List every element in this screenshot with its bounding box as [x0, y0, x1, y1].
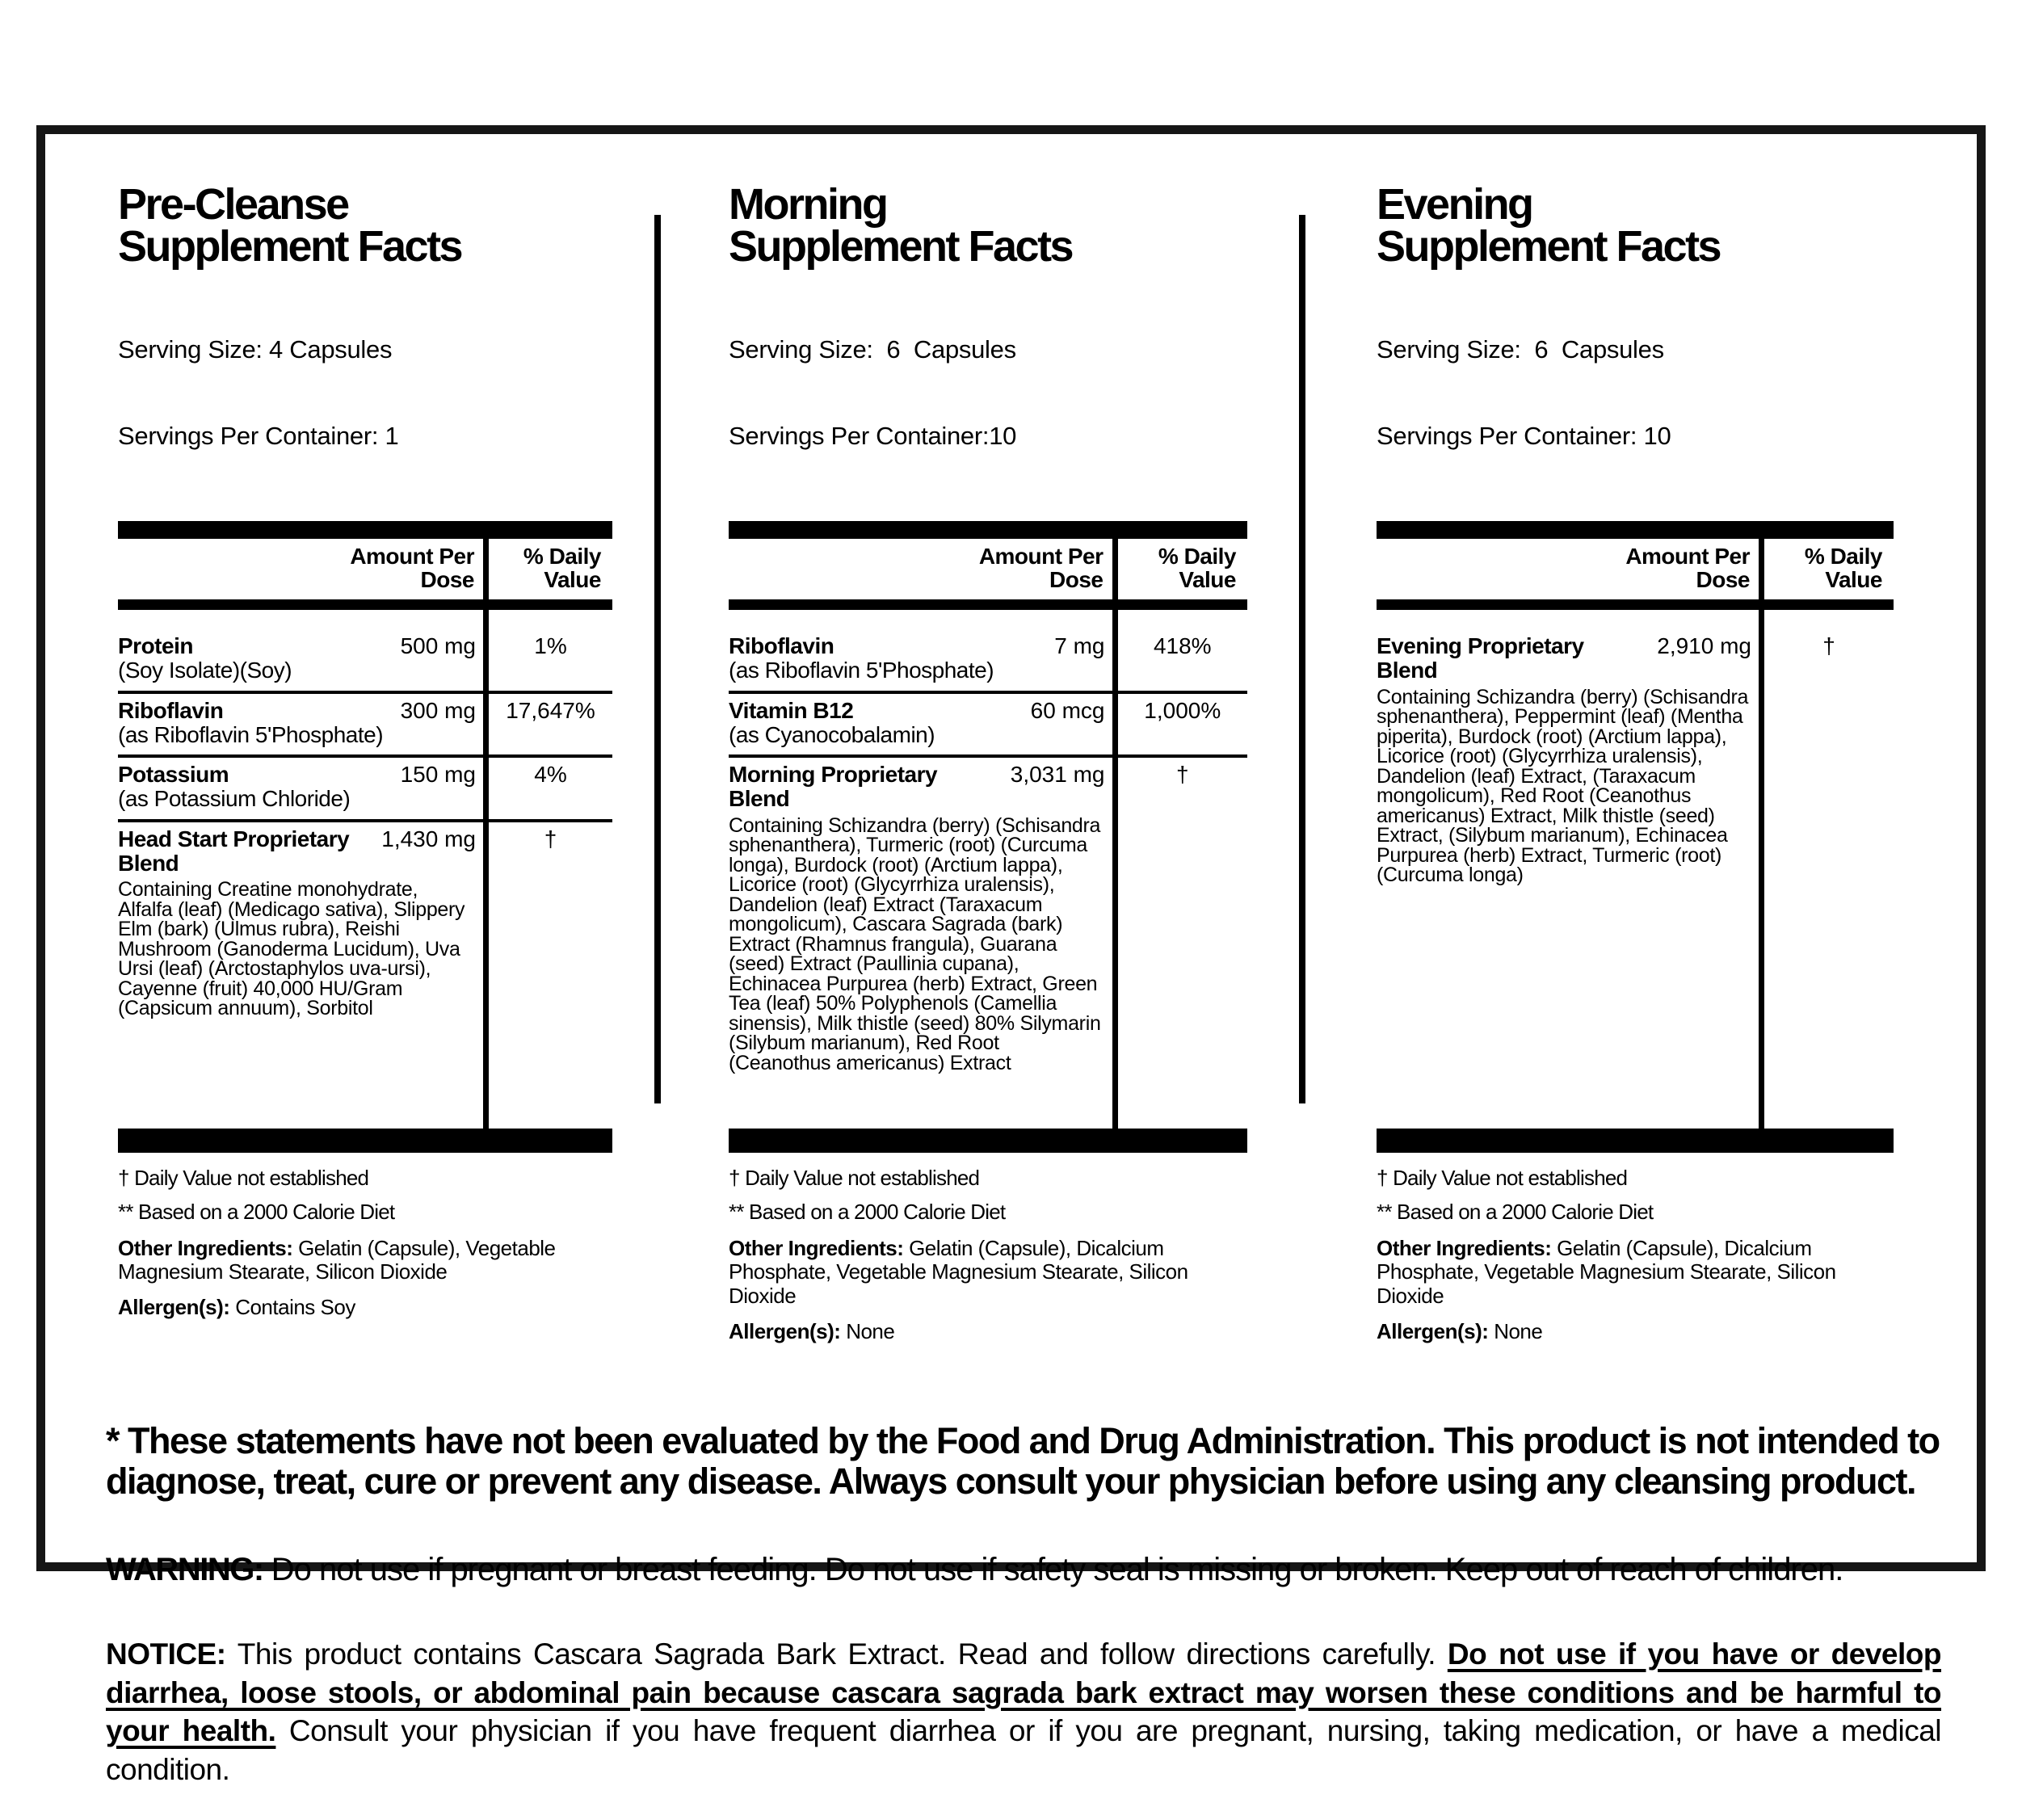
header-amount-cell	[729, 544, 1118, 592]
footnote-daily-value: † Daily Value not established	[1377, 1165, 1628, 1190]
header-daily-value-label: % Daily Value	[523, 543, 601, 593]
allergens-text: None	[840, 1318, 895, 1343]
facts-table	[729, 521, 1247, 1153]
row-main-cell	[729, 699, 1118, 747]
daily-value: 1%	[534, 633, 567, 659]
daily-value: †	[1822, 633, 1835, 659]
allergens	[1377, 1319, 1894, 1344]
other-ingredients	[118, 1237, 612, 1284]
panel-pre-cleanse	[118, 180, 612, 1344]
ingredient-name: Potassium	[118, 762, 229, 788]
ingredient-name: Protein	[118, 633, 193, 659]
serving-size: Serving Size: 6 Capsules	[1377, 334, 1664, 364]
allergens	[729, 1319, 1247, 1344]
ingredient-name: Riboflavin	[729, 633, 834, 659]
blend-description: Containing Schizandra (berry) (Schisandra sphenanthera), Peppermint (leaf) (Mentha piperita), Burdock (root) (Arctium lappa), Licorice (root) (Glycyrrhiza uralensis), Dandelion (leaf) Extract, (Taraxacum mongolicum), Red Root (Ceanothus americanus) Extract, Milk thistle (seed) Extract, (Silybum marianum), Echinacea Purpurea (herb) Extract, Turmeric (root) (Curcuma longa)	[1377, 685, 1749, 887]
servings-per-container: Servings Per Container: 1	[118, 421, 399, 450]
allergens	[118, 1295, 612, 1320]
ingredient-name: Vitamin B12	[729, 697, 854, 723]
table-header-bar	[118, 599, 612, 610]
panel-title-line1: Morning	[729, 180, 887, 229]
blend-name: Evening Proprietary Blend	[1377, 633, 1584, 683]
amount-value: 3,031 mg	[1010, 762, 1105, 788]
warning-statement	[106, 1552, 1941, 1588]
table-header-bar	[729, 599, 1247, 610]
serving-info	[1377, 278, 1894, 508]
allergens-label: Allergen(s):	[118, 1295, 230, 1320]
panel-divider	[1299, 215, 1305, 1103]
other-ingredients-text: Gelatin (Capsule), Vegetable Magnesium Stearate, Silicon Dioxide	[118, 1235, 556, 1284]
table-row-proprietary-blend	[118, 822, 612, 1026]
row-main-cell	[118, 763, 489, 811]
table-row	[729, 610, 1247, 693]
other-ingredients	[729, 1237, 1247, 1309]
servings-per-container: Servings Per Container: 10	[1377, 421, 1671, 450]
other-ingredients-text: Gelatin (Capsule), Dicalcium Phosphate, Vegetable Magnesium Stearate, Silicon Dioxide	[1377, 1235, 1836, 1309]
table-row	[729, 694, 1247, 758]
other-ingredients-label: Other Ingredients:	[118, 1235, 293, 1260]
panel-title	[118, 180, 612, 271]
amount-value: 150 mg	[400, 762, 476, 788]
header-amount-label: Amount Per Dose	[350, 543, 474, 593]
header-amount-cell	[118, 544, 489, 592]
notice-text-1: This product contains Cascara Sagrada Bark Extract. Read and follow directions carefully.	[225, 1637, 1448, 1671]
facts-table	[118, 521, 612, 1153]
amount-value: 300 mg	[400, 697, 476, 723]
panel-divider	[654, 215, 661, 1103]
other-ingredients-text: Gelatin (Capsule), Dicalcium Phosphate, Vegetable Magnesium Stearate, Silicon Dioxide	[729, 1235, 1188, 1309]
table-row	[118, 758, 612, 822]
serving-info	[729, 278, 1247, 508]
daily-value: 4%	[534, 762, 567, 788]
allergens-text: None	[1488, 1318, 1543, 1343]
warning-text: Do not use if pregnant or breast feeding. Do not use if safety seal is missing or broken. Keep out of reach of children.	[263, 1552, 1843, 1588]
other-ingredients	[1377, 1237, 1894, 1309]
footnotes	[1377, 1166, 1894, 1234]
blend-description: Containing Creatine monohydrate, Alfalfa (leaf) (Medicago sativa), Slippery Elm (bark) (Ulmus rubra), Reishi Mushroom (Ganoderma Lucidum), Uva Ursi (leaf) (Arctostaphylos uva-ursi), Cayenne (fruit) 40,000 HU/Gram (Capsicum annuum), Sorbitol	[118, 878, 465, 1019]
header-daily-value-label: % Daily Value	[1158, 543, 1236, 593]
row-main-cell	[118, 699, 489, 747]
table-top-bar	[1377, 521, 1894, 539]
table-header-bar	[1377, 599, 1894, 610]
ingredient-source: (Soy Isolate)(Soy)	[118, 658, 292, 683]
header-amount-label: Amount Per Dose	[1625, 543, 1750, 593]
daily-value: 17,647%	[506, 697, 595, 723]
amount-value: 60 mcg	[1030, 697, 1105, 723]
warning-label: WARNING:	[106, 1552, 263, 1588]
notice-statement	[106, 1635, 1941, 1788]
ingredient-source: (as Riboflavin 5'Phosphate)	[729, 658, 994, 683]
table-row	[118, 694, 612, 758]
blend-name: Head Start Proprietary Blend	[118, 826, 350, 876]
daily-value: 418%	[1153, 633, 1212, 659]
panel-morning	[729, 180, 1247, 1344]
row-main-cell	[118, 634, 489, 683]
notice-text-2: Consult your physician if you have frequent diarrhea or if you are pregnant, nursing, taking medication, or have a medical condition.	[106, 1714, 1942, 1786]
row-main-cell	[118, 827, 489, 1019]
ingredient-source: (as Potassium Chloride)	[118, 786, 351, 812]
table-bottom-bar	[118, 1129, 612, 1153]
facts-table	[1377, 521, 1894, 1153]
supplement-panels	[118, 180, 1949, 1344]
panel-title-line2: Supplement Facts	[118, 221, 462, 271]
daily-value: 1,000%	[1144, 697, 1221, 723]
label-border-frame	[36, 125, 1986, 1786]
allergens-label: Allergen(s):	[1377, 1318, 1489, 1343]
fda-disclaimer: * These statements have not been evaluated by the Food and Drug Administration. This product is not intended to diagnose, treat, cure or prevent any disease. Always consult your physician before using any cleansing product.	[106, 1419, 1940, 1503]
header-amount-cell	[1377, 544, 1764, 592]
footnotes	[118, 1166, 612, 1234]
footnote-daily-value: † Daily Value not established	[118, 1165, 369, 1190]
header-daily-value-label: % Daily Value	[1804, 543, 1882, 593]
amount-value: 2,910 mg	[1657, 633, 1751, 659]
blend-name: Morning Proprietary Blend	[729, 762, 938, 812]
ingredient-source: (as Riboflavin 5'Phosphate)	[118, 721, 384, 747]
panel-title-line1: Evening	[1377, 180, 1532, 229]
row-main-cell	[729, 634, 1118, 683]
allergens-text: Contains Soy	[229, 1295, 355, 1320]
serving-size: Serving Size: 4 Capsules	[118, 334, 393, 364]
table-top-bar	[729, 521, 1247, 539]
serving-size: Serving Size: 6 Capsules	[729, 334, 1016, 364]
table-header-row	[1377, 539, 1894, 599]
table-row-proprietary-blend	[729, 758, 1247, 1080]
servings-per-container: Servings Per Container:10	[729, 421, 1017, 450]
panel-title	[1377, 180, 1894, 271]
amount-value: 1,430 mg	[381, 826, 476, 851]
table-header-row	[118, 539, 612, 599]
amount-value: 7 mg	[1054, 633, 1105, 659]
blend-description: Containing Schizandra (berry) (Schisandra sphenanthera), Turmeric (root) (Curcuma longa), Burdock (root) (Arctium lappa), Licorice (root) (Glycyrrhiza uralensis), Dandelion (leaf) Extract (Taraxacum mongolicum), Cascara Sagrada (bark) Extract (Rhamnus frangula), Guarana (seed) Extract (Paullinia cupana), Echinacea Purpurea (herb) Extract, Green Tea (leaf) 50% Polyphenols (Camellia sinensis), Milk thistle (seed) 80% Silymarin (Silybum marianum), Red Root (Ceanothus americanus) Extract	[729, 813, 1101, 1074]
other-ingredients-label: Other Ingredients:	[1377, 1235, 1552, 1260]
footnote-calorie-diet: ** Based on a 2000 Calorie Diet	[729, 1199, 1006, 1224]
table-row-proprietary-blend	[1377, 610, 1894, 892]
row-main-cell	[1377, 634, 1764, 885]
footnote-daily-value: † Daily Value not established	[729, 1165, 980, 1190]
table-top-bar	[118, 521, 612, 539]
ingredient-name: Riboflavin	[118, 697, 224, 723]
row-main-cell	[729, 763, 1118, 1073]
footnotes	[729, 1166, 1247, 1234]
panel-title-line2: Supplement Facts	[1377, 221, 1721, 271]
panel-title	[729, 180, 1247, 271]
panel-title-line2: Supplement Facts	[729, 221, 1073, 271]
serving-info	[118, 278, 612, 508]
header-amount-label: Amount Per Dose	[978, 543, 1103, 593]
table-bottom-bar	[1377, 1129, 1894, 1153]
amount-value: 500 mg	[400, 633, 476, 659]
footnote-calorie-diet: ** Based on a 2000 Calorie Diet	[118, 1199, 395, 1224]
other-ingredients-label: Other Ingredients:	[729, 1235, 904, 1260]
notice-underlined-text: Do not use if you have or develop diarrhea, loose stools, or abdominal pain because cascara sagrada bark extract may worsen these conditions and be harmful to your health.	[106, 1637, 1941, 1748]
table-bottom-bar	[729, 1129, 1247, 1153]
daily-value: †	[544, 826, 557, 851]
daily-value: †	[1175, 762, 1189, 788]
allergens-label: Allergen(s):	[729, 1318, 841, 1343]
table-row	[118, 610, 612, 693]
table-header-row	[729, 539, 1247, 599]
notice-label: NOTICE:	[106, 1637, 226, 1671]
panel-title-line1: Pre-Cleanse	[118, 180, 348, 229]
ingredient-source: (as Cyanocobalamin)	[729, 721, 935, 747]
footnote-calorie-diet: ** Based on a 2000 Calorie Diet	[1377, 1199, 1654, 1224]
panel-evening	[1377, 180, 1894, 1344]
